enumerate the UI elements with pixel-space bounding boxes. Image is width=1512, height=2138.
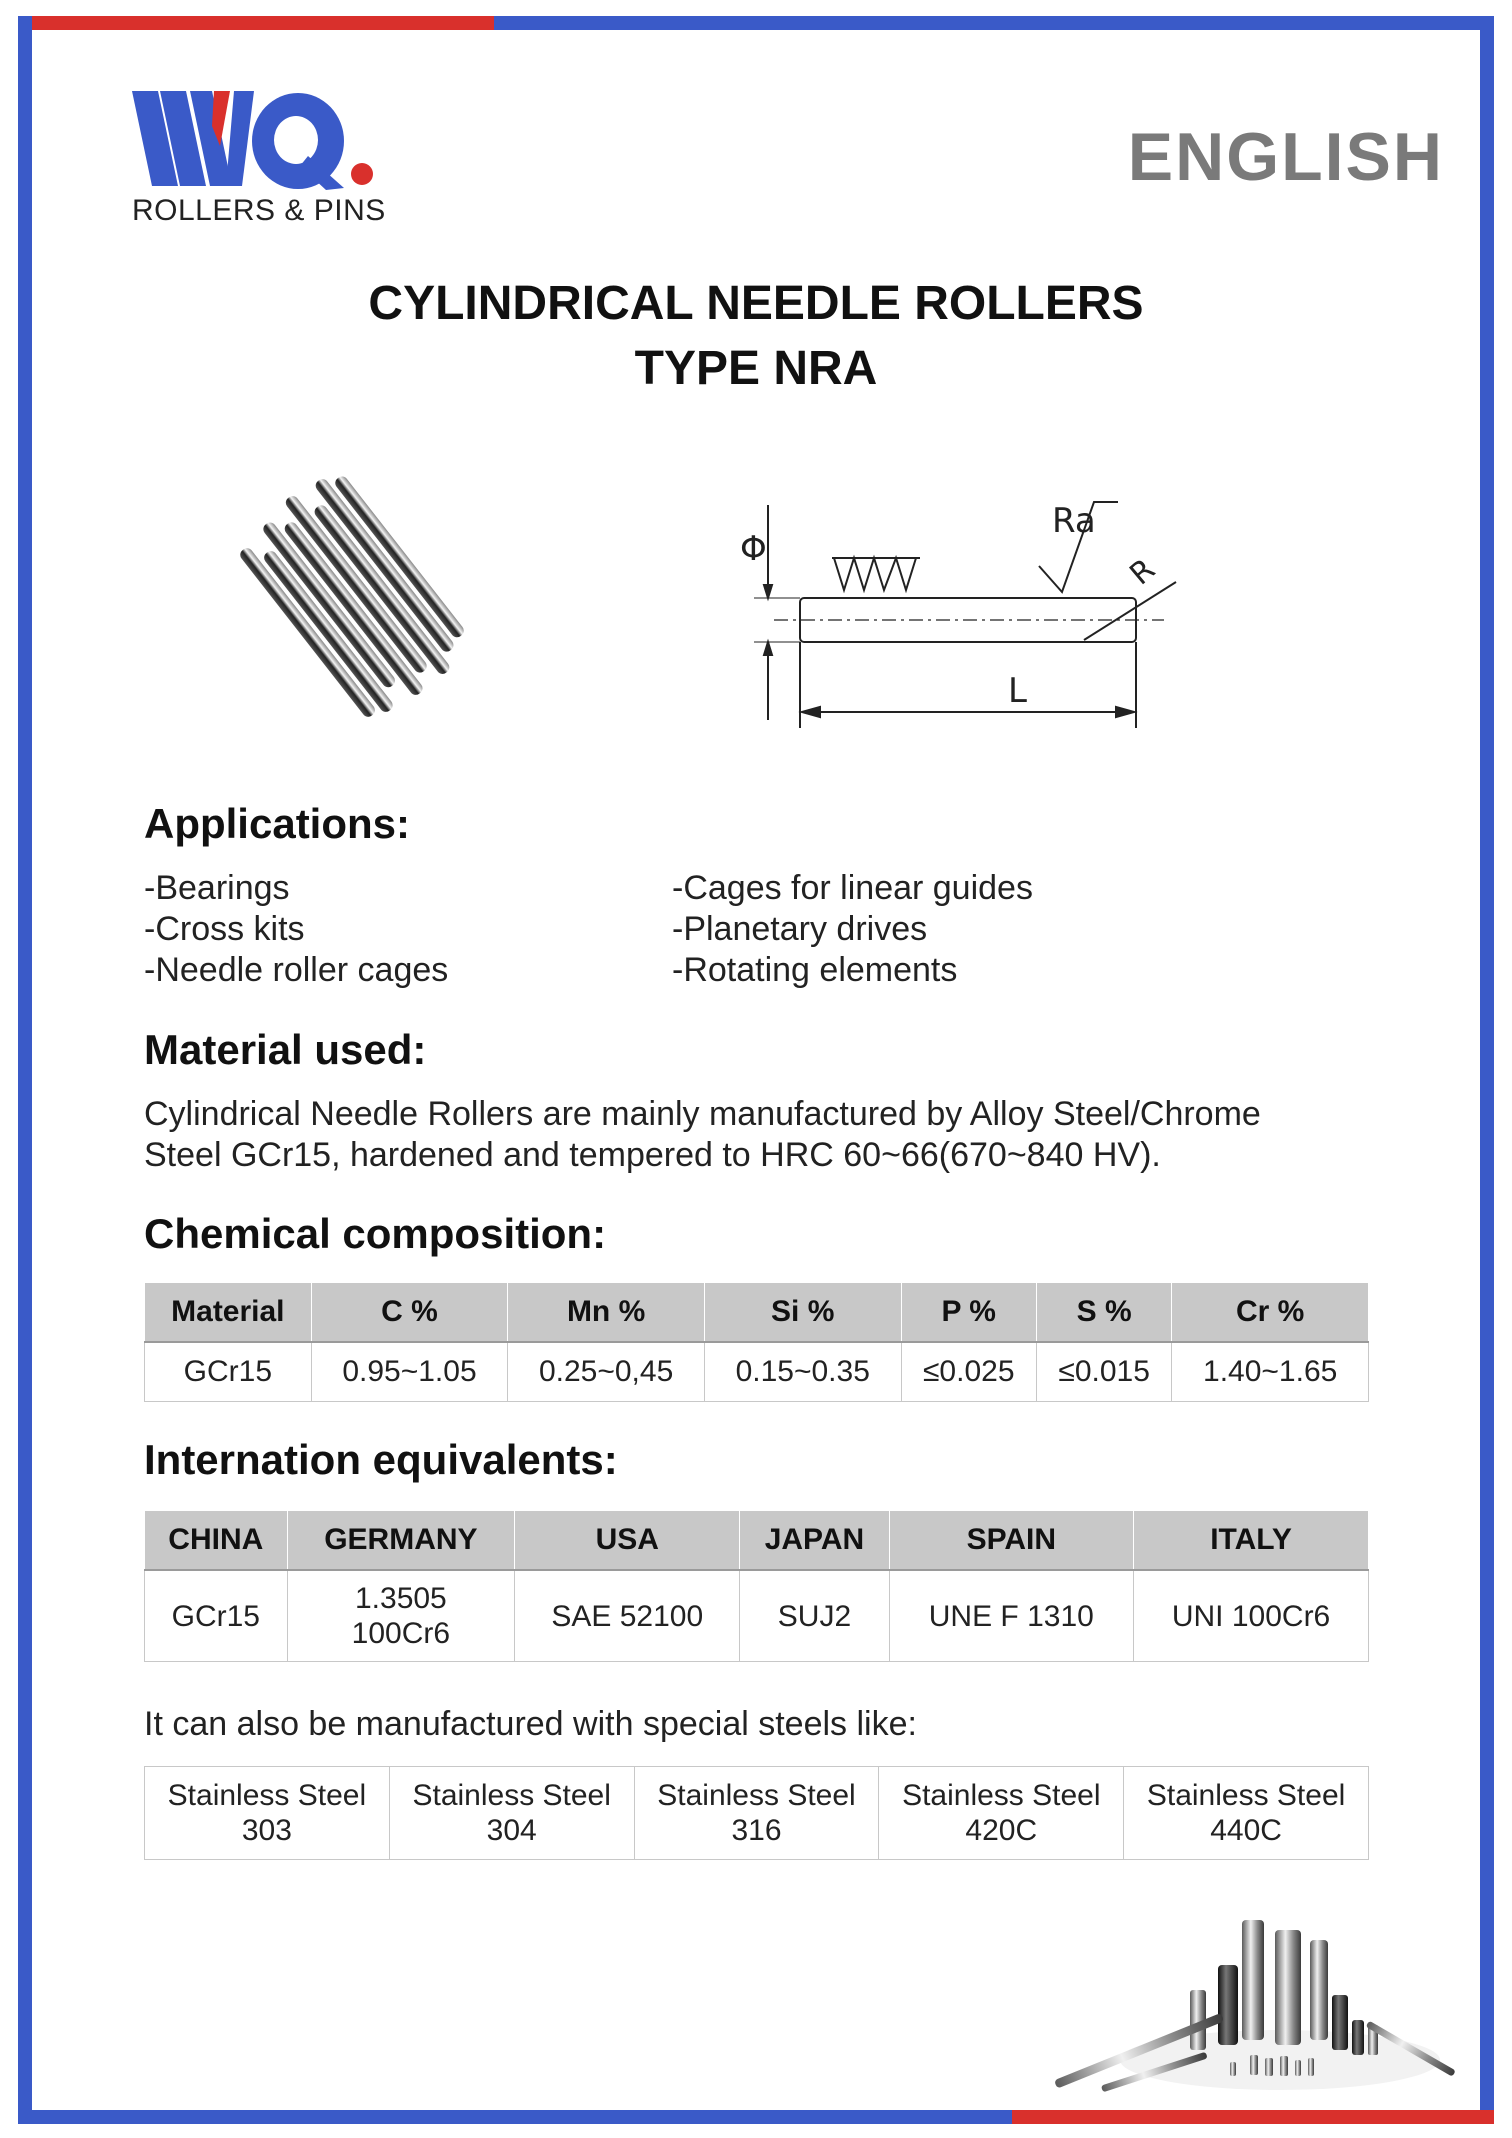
- column-header: Cr %: [1172, 1283, 1369, 1343]
- steel-grade: 303: [241, 1814, 292, 1847]
- diameter-symbol: Φ: [740, 529, 767, 569]
- column-header: USA: [515, 1511, 740, 1571]
- special-steels-intro: It can also be manufactured with special steels like:: [144, 1705, 917, 1743]
- page-title-line2: TYPE NRA: [634, 342, 878, 395]
- table-row: [145, 1767, 1369, 1860]
- frame-left-bar: [18, 16, 32, 2124]
- table-cell: 0.25~0,45: [508, 1342, 705, 1402]
- special-steels-table: [144, 1766, 1369, 1860]
- table-cell: 0.95~1.05: [311, 1342, 508, 1402]
- list-item: -Cages for linear guides: [672, 869, 1033, 907]
- steel-name: Stainless Steel: [902, 1779, 1101, 1812]
- chemical-table: [144, 1282, 1369, 1402]
- equivalents-table: [144, 1510, 1369, 1662]
- steel-grade: 304: [486, 1814, 537, 1847]
- table-header-row: [145, 1511, 1369, 1571]
- table-cell: SAE 52100: [515, 1570, 740, 1662]
- technical-drawing: [714, 490, 1314, 730]
- steel-grade: 420C: [965, 1814, 1038, 1847]
- material-line1: Cylindrical Needle Rollers are mainly manufactured by Alloy Steel/Chrome: [144, 1095, 1261, 1133]
- radius-label: R: [1123, 551, 1162, 593]
- column-header: S %: [1036, 1283, 1171, 1343]
- equivalents-heading: Internation equivalents:: [144, 1436, 618, 1483]
- frame-top-red-bar: [18, 16, 494, 30]
- table-header-row: [145, 1283, 1369, 1343]
- list-item: -Cross kits: [144, 910, 305, 948]
- table-row: [145, 1570, 1369, 1662]
- roughness-label: Ra: [1052, 501, 1096, 541]
- column-header: Si %: [704, 1283, 901, 1343]
- chemical-heading: Chemical composition:: [144, 1210, 607, 1257]
- table-cell: SUJ2: [740, 1570, 889, 1662]
- list-item: -Bearings: [144, 869, 290, 907]
- table-cell: [634, 1767, 879, 1860]
- list-item: -Needle roller cages: [144, 951, 449, 989]
- table-cell: ≤0.025: [901, 1342, 1036, 1402]
- column-header: CHINA: [145, 1511, 288, 1571]
- table-cell: [1124, 1767, 1369, 1860]
- page-title-line1: CYLINDRICAL NEEDLE ROLLERS: [368, 277, 1144, 330]
- column-header: P %: [901, 1283, 1036, 1343]
- language-label: ENGLISH: [1127, 119, 1444, 195]
- frame-bottom-blue-bar: [18, 2110, 1012, 2124]
- germany-grade: 100Cr6: [351, 1617, 451, 1650]
- list-item: -Planetary drives: [672, 910, 928, 948]
- column-header: SPAIN: [889, 1511, 1134, 1571]
- steel-name: Stainless Steel: [167, 1779, 367, 1812]
- frame-bottom-red-bar: [1012, 2110, 1494, 2124]
- steel-grade: 316: [731, 1814, 782, 1847]
- table-cell: [389, 1767, 634, 1860]
- table-cell: [879, 1767, 1124, 1860]
- table-cell: UNI 100Cr6: [1134, 1570, 1369, 1662]
- column-header: JAPAN: [740, 1511, 889, 1571]
- column-header: Mn %: [508, 1283, 705, 1343]
- applications-right-list: [672, 868, 1033, 991]
- list-item: -Rotating elements: [672, 951, 958, 989]
- table-cell: GCr15: [145, 1342, 312, 1402]
- frame-right-bar: [1480, 16, 1494, 2124]
- table-cell: 1.40~1.65: [1172, 1342, 1369, 1402]
- table-cell: ≤0.015: [1036, 1342, 1171, 1402]
- table-cell: [145, 1767, 390, 1860]
- column-header: ITALY: [1134, 1511, 1369, 1571]
- needle-rollers-photo: [228, 465, 488, 740]
- material-line2: Steel GCr15, hardened and tempered to HRC 60~66(670~840 HV).: [144, 1136, 1161, 1174]
- steel-grade: 440C: [1210, 1814, 1282, 1847]
- steel-name: Stainless Steel: [657, 1779, 856, 1812]
- column-header: Material: [145, 1283, 312, 1343]
- steel-name: Stainless Steel: [1146, 1779, 1346, 1812]
- table-cell: GCr15: [145, 1570, 288, 1662]
- applications-heading: Applications:: [144, 800, 411, 847]
- table-row: [145, 1342, 1369, 1402]
- column-header: C %: [311, 1283, 508, 1343]
- applications-left-list: [144, 868, 448, 991]
- frame-top-blue-bar: [494, 16, 1494, 30]
- table-cell: [287, 1570, 515, 1662]
- germany-code: 1.3505: [354, 1582, 447, 1615]
- material-description: [144, 1094, 1261, 1176]
- table-cell: 0.15~0.35: [704, 1342, 901, 1402]
- column-header: GERMANY: [287, 1511, 515, 1571]
- material-heading: Material used:: [144, 1026, 427, 1073]
- length-label: L: [1008, 671, 1027, 711]
- steel-name: Stainless Steel: [412, 1779, 611, 1812]
- logo-text: ROLLERS & PINS: [132, 194, 386, 227]
- pins-rollers-photo: [1040, 1880, 1460, 2105]
- table-cell: UNE F 1310: [889, 1570, 1134, 1662]
